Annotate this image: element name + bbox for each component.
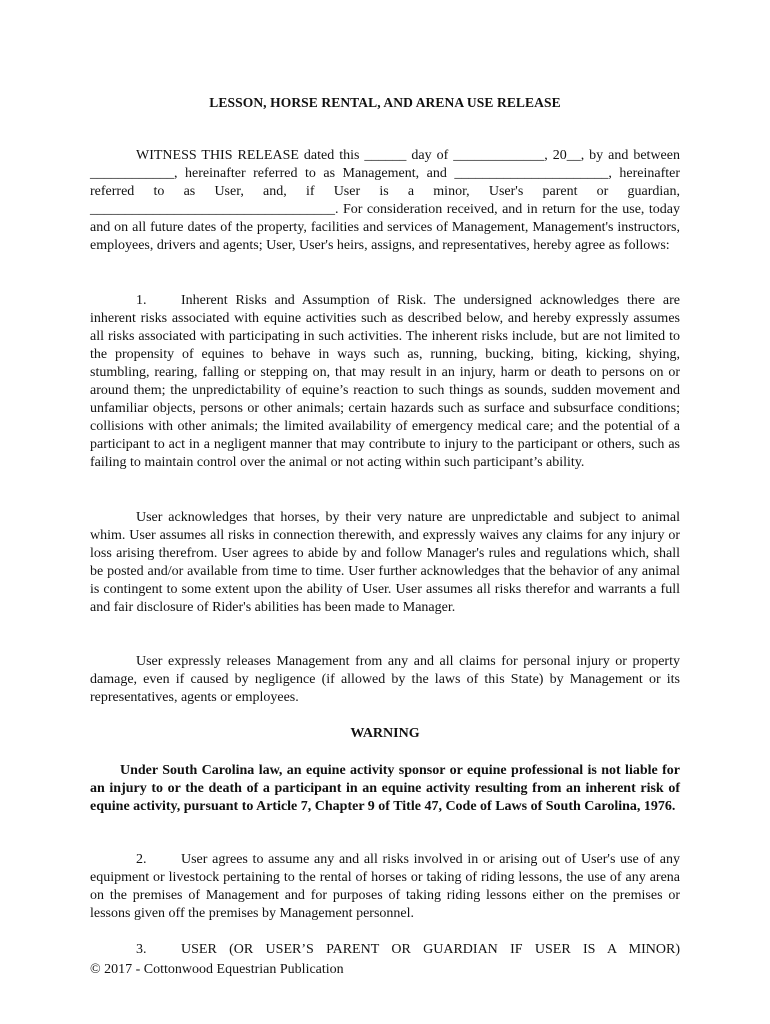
section-2-paragraph bbox=[90, 851, 680, 923]
section-2-text: User agrees to assume any and all risks involved in or arising out of User's use of any equipment or livestock pertaining to the rental of horses or taking of riding lessons, the use of any arena on the premises of Management and for purposes of taking riding lessons either on the premises or lessons given off the premises by Management personnel. bbox=[90, 852, 680, 921]
section-3-paragraph bbox=[90, 941, 680, 959]
section-3-number: 3. bbox=[136, 942, 147, 957]
copyright-footer: © 2017 - Cottonwood Equestrian Publication bbox=[90, 962, 344, 977]
warning-text: Under South Carolina law, an equine activity sponsor or equine professional is not liable for an injury to or the death of a participant in an equine activity resulting from an inherent risk of equine activity, pursuant to Article 7, Chapter 9 of Title 47, Code of Laws of South Carolina, 1976. bbox=[90, 763, 680, 814]
user-acknowledges-paragraph: User acknowledges that horses, by their very nature are unpredictable and subject to animal whim. User assumes all risks in connection therewith, and expressly waives any claims for any injury or loss arising therefrom. User agrees to abide by and follow Manager's rules and regulations which, shall be posted and/or available from time to time. User further acknowledges that the behavior of any animal is contingent to some extent upon the ability of User. User assumes all risks therefor and warrants a full and fair disclosure of Rider's abilities has been made to Manager. bbox=[90, 510, 680, 615]
section-3-text: USER (OR USER’S PARENT OR GUARDIAN IF USER IS A MINOR) bbox=[181, 942, 680, 957]
section-2-number: 2. bbox=[136, 852, 147, 867]
warning-heading: WARNING bbox=[350, 726, 420, 741]
section-1-text: Inherent Risks and Assumption of Risk. The undersigned acknowledges there are inherent risks associated with equine activities such as described below, and hereby expressly assumes all risks associated with participating in such activities. The inherent risks include, but are not limited to the propensity of equines to behave in ways such as, running, bucking, biting, kicking, shying, stumbling, rearing, falling or stepping on, that may result in an injury, harm or death to persons on or around them; the unpredictability of equine’s reaction to such things as sounds, sudden movement and unfamiliar objects, persons or other animals; certain hazards such as surface and subsurface conditions; collisions with other animals; the limited availability of emergency medical care; and the potential of a participant to act in a negligent manner that may contribute to injury to the participant or others, such as failing to maintain control over the animal or not acting within such participant’s ability. bbox=[90, 293, 680, 470]
user-releases-paragraph: User expressly releases Management from any and all claims for personal injury or property damage, even if caused by negligence (if allowed by the laws of this State) by Management or its representatives, agents or employees. bbox=[90, 654, 680, 705]
document-page bbox=[90, 0, 680, 1024]
section-1-paragraph bbox=[90, 292, 680, 472]
section-1-number: 1. bbox=[136, 293, 147, 308]
intro-paragraph: WITNESS THIS RELEASE dated this ______ day of _____________, 20__, by and between ____________, hereinafter referred to as Management, and ______________________, hereinafter referred to as User, and, if User is a minor, User's parent or guardian, ___________________________________. For consideration received, and in return for the use, today and on all future dates of the property, facilities and services of Management, Management's instructors, employees, drivers and agents; User, User's heirs, assigns, and representatives, hereby agree as follows: bbox=[90, 148, 680, 253]
document-title: LESSON, HORSE RENTAL, AND ARENA USE RELEASE bbox=[209, 95, 561, 110]
